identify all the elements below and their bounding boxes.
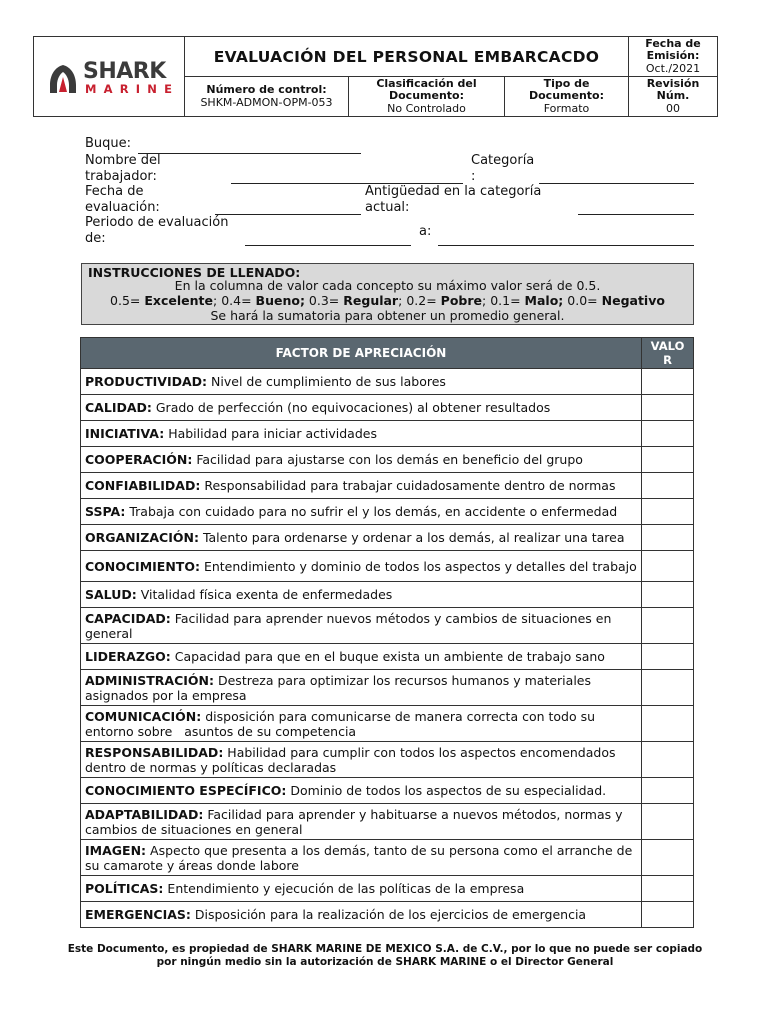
document-type-label: Tipo de Documento:: [528, 76, 604, 103]
periodo-label: Periodo de evaluación de:: [85, 215, 229, 246]
table-row: [81, 778, 694, 804]
factor-name: EMERGENCIAS:: [85, 907, 191, 922]
factor-description: disposición para comunicarse de manera correcta con todo su entorno sobre asuntos de su competencia: [85, 708, 600, 739]
value-input-cell[interactable]: [642, 447, 694, 473]
table-row: [81, 742, 694, 778]
value-input-cell[interactable]: [642, 499, 694, 525]
factor-name: CONOCIMIENTO:: [85, 558, 200, 574]
revision-label: Revisión Núm.: [646, 76, 700, 103]
logo-cell: [34, 37, 185, 116]
footer-notice: [40, 943, 730, 969]
factor-description: Facilidad para ajustarse con los demás en beneficio del grupo: [196, 452, 583, 467]
factor-cell: [81, 876, 642, 902]
value-input-cell[interactable]: [642, 421, 694, 447]
logo-word-shark: SHARK: [83, 59, 166, 84]
table-row: [81, 670, 694, 706]
table-row: [81, 804, 694, 840]
factor-name: ORGANIZACIÓN:: [85, 530, 199, 545]
factor-cell: [81, 421, 642, 447]
table-row: [81, 421, 694, 447]
control-number-cell: [185, 77, 349, 116]
value-input-cell[interactable]: [642, 670, 694, 706]
fecha-field[interactable]: [215, 214, 361, 215]
document-title: EVALUACIÓN DEL PERSONAL EMBARCACDO: [185, 37, 629, 77]
table-row: [81, 525, 694, 551]
factor-name: CONFIABILIDAD:: [85, 478, 201, 493]
factor-description: Responsabilidad para trabajar cuidadosamente dentro de normas: [204, 478, 616, 493]
scale-label: Malo;: [524, 293, 564, 308]
table-row: [81, 706, 694, 742]
scale-value: 0.2=: [406, 293, 437, 308]
value-input-cell[interactable]: [642, 902, 694, 928]
issue-date-value: Oct./2021: [645, 61, 701, 75]
factor-description: Trabaja con cuidado para no sufrir el y los demás, en accidente o enfermedad: [129, 504, 618, 519]
table-row: [81, 473, 694, 499]
factor-description: Facilidad para aprender y habituarse a nuevos métodos, normas y cambios de situaciones en general: [85, 806, 627, 837]
factor-description: Vitalidad física exenta de enfermedades: [140, 587, 393, 602]
factor-name: IMAGEN:: [85, 842, 147, 858]
categoria-label: Categoría: [471, 153, 535, 168]
categoria-field[interactable]: [539, 183, 694, 184]
factor-description: Entendimiento y ejecución de las políticas de la empresa: [167, 881, 525, 896]
table-row: [81, 608, 694, 644]
factor-cell: [81, 551, 642, 582]
factor-description: Habilidad para iniciar actividades: [168, 426, 377, 441]
revision-value: 00: [666, 101, 680, 115]
column-header-valor: VALOR: [642, 338, 694, 369]
factor-cell: [81, 804, 642, 840]
footer-line1: Este Documento, es propiedad de SHARK MARINE DE MEXICO S.A. de C.V., por lo que no puede ser copiado: [67, 943, 703, 955]
factor-name: POLÍTICAS:: [85, 881, 164, 896]
factor-cell: [81, 706, 642, 742]
buque-label: Buque:: [85, 136, 132, 151]
factor-name: COMUNICACIÓN:: [85, 708, 202, 724]
periodo-a-label: a:: [419, 224, 432, 239]
table-row: [81, 499, 694, 525]
scale-label: Bueno;: [255, 293, 305, 308]
scale-value: 0.5=: [110, 293, 141, 308]
factor-cell: [81, 473, 642, 499]
classification-cell: [349, 77, 505, 116]
fecha-label: Fecha de evaluación:: [85, 184, 160, 215]
scale-separator: ;: [398, 293, 403, 308]
value-input-cell[interactable]: [642, 778, 694, 804]
factor-cell: [81, 670, 642, 706]
factor-name: PRODUCTIVIDAD:: [85, 374, 208, 389]
document-type-value: Formato: [543, 101, 590, 115]
scale-separator: ;: [482, 293, 487, 308]
control-number-label: Número de control:: [206, 83, 327, 96]
factor-description: Nivel de cumplimiento de sus labores: [211, 374, 446, 389]
factor-name: ADAPTABILIDAD:: [85, 806, 204, 822]
footer-line2: por ningún medio sin la autorización de SHARK MARINE o el Director General: [156, 956, 614, 968]
periodo-end-field[interactable]: [438, 245, 694, 246]
factor-name: CALIDAD:: [85, 400, 152, 415]
table-row: [81, 876, 694, 902]
issue-date-cell: [629, 37, 717, 77]
factor-name: CAPACIDAD:: [85, 610, 171, 626]
factor-cell: [81, 902, 642, 928]
factor-name: ADMINISTRACIÓN:: [85, 672, 214, 688]
classification-label: Clasificación del Documento:: [376, 76, 477, 103]
factor-name: COOPERACIÓN:: [85, 452, 193, 467]
value-input-cell[interactable]: [642, 395, 694, 421]
control-number-value: SHKM-ADMON-OPM-053: [200, 95, 333, 109]
table-row: [81, 582, 694, 608]
value-input-cell[interactable]: [642, 644, 694, 670]
scale-value: 0.3=: [308, 293, 340, 308]
factor-description: Dominio de todos los aspectos de su especialidad.: [290, 783, 607, 798]
table-row: [81, 902, 694, 928]
factor-description: Capacidad para que en el buque exista un ambiente de trabajo sano: [174, 649, 605, 664]
table-row: [81, 447, 694, 473]
logo-word-marine: MARINE: [85, 82, 180, 96]
column-header-factor: FACTOR DE APRECIACIÓN: [81, 338, 642, 369]
nombre-label: Nombre del trabajador:: [85, 153, 161, 184]
shark-marine-logo: [48, 59, 180, 97]
value-input-cell[interactable]: [642, 876, 694, 902]
factor-cell: [81, 742, 642, 778]
factor-description: Disposición para la realización de los ejercicios de emergencia: [194, 907, 587, 922]
scale-label: Negativo: [601, 293, 665, 308]
value-input-cell[interactable]: [642, 369, 694, 395]
scale-value: 0.0=: [567, 293, 598, 308]
factor-cell: [81, 447, 642, 473]
factor-cell: [81, 840, 642, 876]
value-input-cell[interactable]: [642, 840, 694, 876]
factor-cell: [81, 582, 642, 608]
issue-date-label: Fecha de Emisión:: [645, 36, 701, 63]
factor-description: Aspecto que presenta a los demás, tanto de su persona como el arranche de su camarote y áreas donde labore: [85, 842, 637, 873]
value-input-cell[interactable]: [642, 706, 694, 742]
value-input-cell[interactable]: [642, 742, 694, 778]
factor-table: [80, 337, 694, 928]
instructions-title: INSTRUCCIONES DE LLENADO:: [88, 265, 301, 280]
antiguedad-field[interactable]: [578, 214, 694, 215]
factor-name: LIDERAZGO:: [85, 649, 171, 664]
value-input-cell[interactable]: [642, 582, 694, 608]
factor-name: RESPONSABILIDAD:: [85, 744, 224, 760]
scale-label: Excelente: [144, 293, 213, 308]
value-input-cell[interactable]: [642, 525, 694, 551]
value-input-cell[interactable]: [642, 608, 694, 644]
table-row: [81, 369, 694, 395]
factor-cell: [81, 525, 642, 551]
shark-fin-icon: [48, 63, 78, 95]
factor-description: Habilidad para cumplir con todos los aspectos encomendados dentro de normas y políticas declaradas: [85, 744, 620, 775]
value-input-cell[interactable]: [642, 473, 694, 499]
antiguedad-label: Antigüedad en la categoría actual:: [365, 184, 542, 215]
factor-name: SALUD:: [85, 587, 137, 602]
scale-separator: ;: [213, 293, 218, 308]
factor-cell: [81, 395, 642, 421]
instructions-scale: [82, 293, 693, 309]
factor-cell: [81, 608, 642, 644]
value-input-cell[interactable]: [642, 551, 694, 582]
scale-label: Pobre: [440, 293, 482, 308]
categoria-colon: :: [471, 169, 476, 184]
document-header: [33, 36, 718, 117]
instructions-line1: En la columna de valor cada concepto su máximo valor será de 0.5.: [174, 278, 601, 293]
factor-cell: [81, 499, 642, 525]
periodo-start-field[interactable]: [245, 245, 411, 246]
scale-value: 0.1=: [490, 293, 521, 308]
value-input-cell[interactable]: [642, 804, 694, 840]
revision-cell: [629, 77, 717, 116]
factor-cell: [81, 369, 642, 395]
factor-description: Grado de perfección (no equivocaciones) al obtener resultados: [155, 400, 551, 415]
scale-label: Regular: [343, 293, 399, 308]
factor-description: Facilidad para aprender nuevos métodos y cambios de situaciones en general: [85, 610, 616, 641]
factor-description: Destreza para optimizar los recursos humanos y materiales asignados por la empresa: [85, 672, 595, 703]
instructions-box: [81, 263, 694, 325]
factor-name: CONOCIMIENTO ESPECÍFICO:: [85, 783, 287, 798]
instructions-line3: Se hará la sumatoria para obtener un promedio general.: [210, 308, 565, 323]
factor-description: Entendimiento y dominio de todos los aspectos y detalles del trabajo: [203, 558, 637, 574]
table-row: [81, 551, 694, 582]
table-row: [81, 644, 694, 670]
classification-value: No Controlado: [387, 101, 466, 115]
scale-value: 0.4=: [221, 293, 252, 308]
factor-cell: [81, 644, 642, 670]
table-row: [81, 395, 694, 421]
document-type-cell: [505, 77, 629, 116]
factor-name: SSPA:: [85, 504, 126, 519]
factor-cell: [81, 778, 642, 804]
table-row: [81, 840, 694, 876]
factor-description: Talento para ordenarse y ordenar a los demás, al realizar una tarea: [202, 530, 625, 545]
factor-name: INICIATIVA:: [85, 426, 165, 441]
